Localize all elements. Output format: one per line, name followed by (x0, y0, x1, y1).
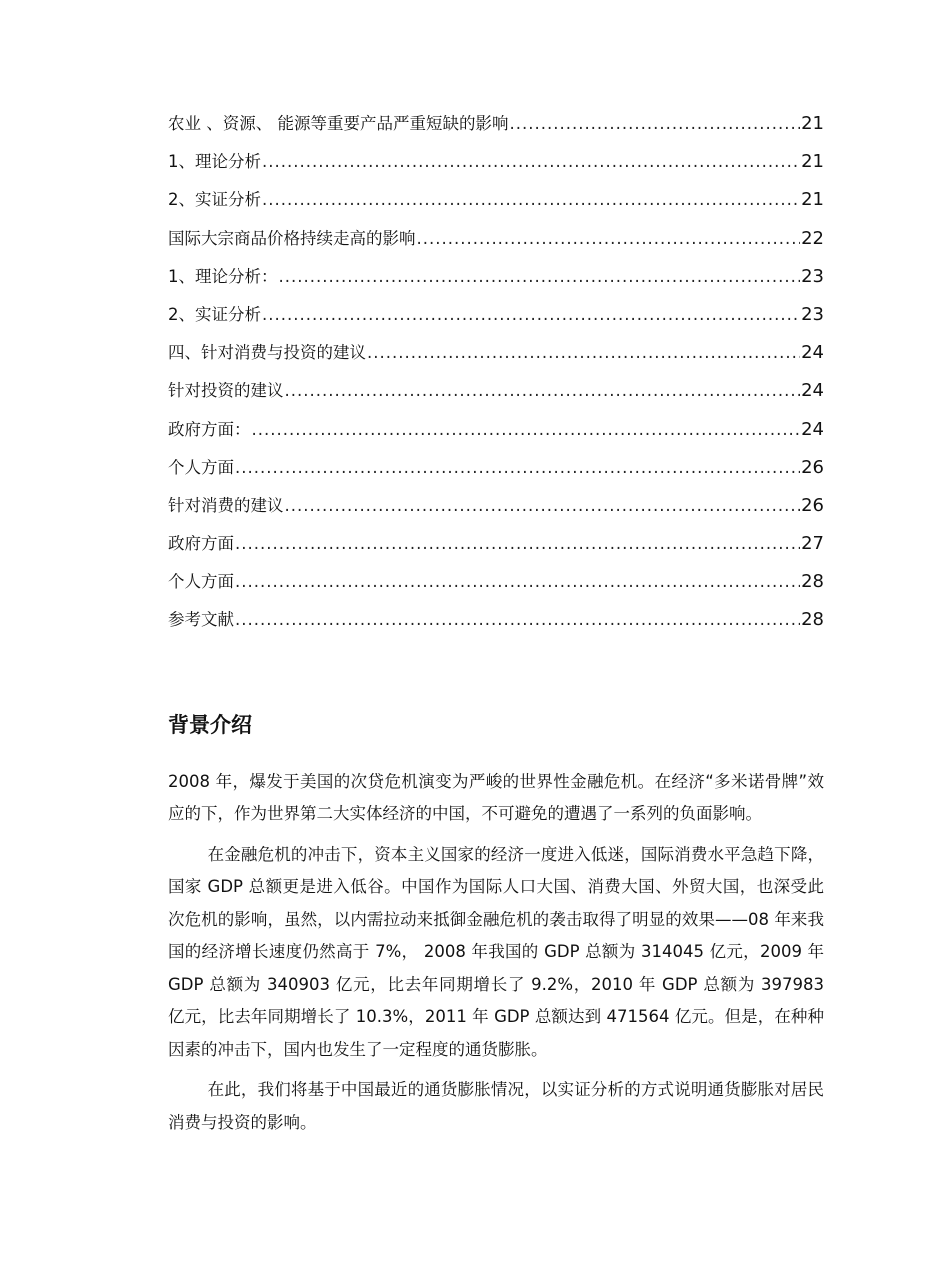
toc-entry (168, 149, 824, 187)
toc-entry (168, 569, 824, 607)
toc-dot-leader (262, 149, 800, 175)
toc-dot-leader (417, 226, 801, 252)
toc-entry-label: 个人方面 (168, 457, 234, 477)
toc-dot-leader (235, 569, 800, 595)
toc-entry-label: 四、针对消费与投资的建议 (168, 343, 366, 363)
toc-entry-page: 26 (801, 494, 824, 516)
toc-dot-leader (285, 378, 801, 404)
toc-entry-page: 27 (801, 533, 824, 555)
toc-entry-page: 24 (801, 418, 824, 440)
toc-dot-leader (285, 493, 801, 519)
toc-entry-label: 政府方面： (168, 419, 251, 439)
toc-dot-leader (235, 607, 800, 633)
toc-entry-label: 1、理论分析： (168, 266, 278, 286)
body-paragraph: 在金融危机的冲击下，资本主义国家的经济一度进入低迷，国际消费水平急趋下降，国家 GDP 总额更是进入低谷。中国作为国际人口大国、消费大国、外贸大国，也深受此次危机的影响，虽然，以内需拉动来抵御金融危机的袭击取得了明显的效果——08 年来我国的经济增长速度仍然高于 7%， 2008 年我国的 GDP 总额为 314045 亿元，2009 年 GDP 总额为 340903 亿元，比去年同期增长了 9.2%，2010 年 GDP 总额为 397983 亿元，比去年同期增长了 10.3%，2011 年 GDP 总额达到 471564 亿元。但是，在种种因素的冲击下，国内也发生了一定程度的通货膨胀。 (168, 844, 824, 1059)
toc-dot-leader (235, 531, 800, 557)
toc-entry (168, 111, 824, 149)
toc-entry (168, 531, 824, 569)
toc-entry (168, 493, 824, 531)
toc-entry-label: 针对投资的建议 (168, 381, 284, 401)
toc-entry-page: 24 (801, 380, 824, 402)
toc-entry-label: 针对消费的建议 (168, 495, 284, 515)
toc-dot-leader (367, 340, 800, 366)
toc-entry-label: 2、实证分析 (168, 190, 261, 210)
toc-dot-leader (262, 187, 800, 213)
body-paragraph: 2008 年，爆发于美国的次贷危机演变为严峻的世界性金融危机。在经济“多米诺骨牌”效应的下，作为世界第二大实体经济的中国，不可避免的遭遇了一系列的负面影响。 (168, 771, 824, 824)
toc-dot-leader (235, 455, 800, 481)
section-heading: 背景介绍 (168, 712, 252, 737)
toc-entry (168, 378, 824, 416)
toc-entry-page: 22 (801, 227, 824, 249)
toc-entry-label: 国际大宗商品价格持续走高的影响 (168, 228, 416, 248)
toc-entry-page: 21 (801, 189, 824, 211)
table-of-contents (168, 111, 824, 646)
body-paragraph: 在此，我们将基于中国最近的通货膨胀情况，以实证分析的方式说明通货膨胀对居民消费与投资的影响。 (168, 1080, 824, 1132)
toc-entry-label: 政府方面 (168, 534, 234, 554)
toc-entry (168, 187, 824, 225)
toc-entry-page: 23 (801, 303, 824, 325)
toc-dot-leader (510, 111, 801, 137)
toc-entry-page: 28 (801, 609, 824, 631)
toc-entry-label: 个人方面 (168, 572, 234, 592)
toc-dot-leader (262, 302, 800, 328)
toc-entry (168, 417, 824, 455)
toc-dot-leader (279, 264, 801, 290)
toc-entry-label: 参考文献 (168, 610, 234, 630)
toc-entry-page: 21 (801, 151, 824, 173)
toc-entry-label: 1、理论分析 (168, 152, 261, 172)
section-body (168, 766, 824, 1140)
toc-entry-label: 2、实证分析 (168, 304, 261, 324)
toc-entry-page: 28 (801, 571, 824, 593)
toc-dot-leader (252, 417, 801, 443)
toc-entry-page: 23 (801, 265, 824, 287)
toc-entry (168, 264, 824, 302)
toc-entry (168, 226, 824, 264)
toc-entry-label: 农业 、资源、 能源等重要产品严重短缺的影响 (168, 114, 509, 133)
toc-entry (168, 455, 824, 493)
toc-entry-page: 24 (801, 342, 824, 364)
toc-entry-page: 21 (801, 113, 824, 134)
toc-entry (168, 302, 824, 340)
toc-entry (168, 340, 824, 378)
toc-entry (168, 607, 824, 645)
toc-entry-page: 26 (801, 456, 824, 478)
